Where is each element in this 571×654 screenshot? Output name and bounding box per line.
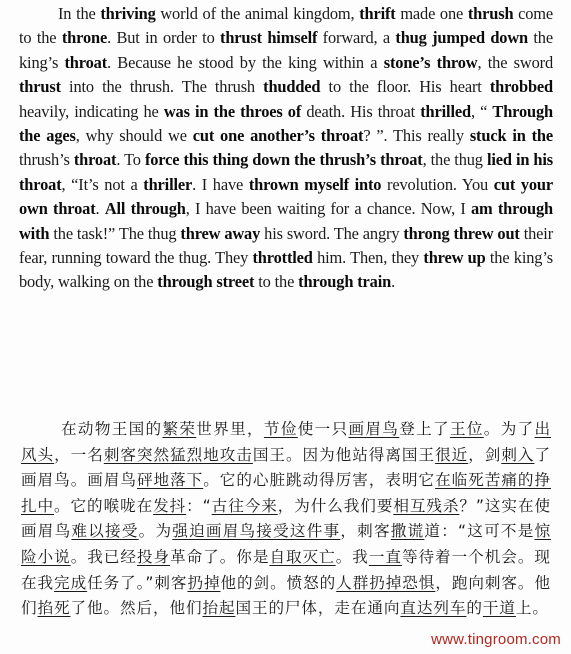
underlined-phrase: 撒谎 [390,522,425,541]
text-run: . [391,272,396,292]
text-run: the king’s [19,28,553,72]
bold-phrase: throttled [252,248,313,268]
text-run: world of the animal kingdom, [155,4,360,23]
text-run: . [95,199,105,219]
text-run: ，一名 [54,445,104,464]
bold-phrase: throat [64,52,108,72]
text-run: . But in order to [107,28,221,48]
text-run: made one [395,4,468,23]
bold-phrase: thrown myself into [248,174,382,194]
underlined-phrase: 王位 [449,420,484,438]
text-run: his sword. The angry [260,223,404,243]
text-run: to the floor. His heart [320,77,490,97]
underlined-phrase: 刺入 [501,445,535,464]
bold-phrase: thrift [359,4,396,23]
underlined-phrase: 节俭 [263,420,298,438]
underlined-phrase: 干道 [482,599,516,618]
text-run: the king’s body, walking on the [19,248,553,292]
text-run: In the [58,4,101,23]
english-passage [19,2,553,295]
text-run: ？”这实在使画眉鸟 [21,496,551,541]
text-run: 了画眉鸟。画眉鸟 [21,445,551,490]
text-run: 任务了。”刺客 [87,573,188,592]
bold-phrase: was in the throes of [163,101,302,121]
underlined-phrase: 古往今来 [211,496,278,515]
bold-phrase: thrush [467,4,514,23]
underlined-phrase: 相互残杀 [393,496,460,515]
underlined-phrase: 一直 [368,547,402,566]
text-run: him. Then, they [312,248,424,268]
bold-phrase: stuck in the [469,126,553,146]
underlined-phrase: 刺客突然猛烈地攻击 [103,445,253,464]
text-run: heavily, indicating he [19,101,164,121]
text-run: , the thug [422,150,487,170]
text-run: revolution. You [381,174,494,194]
chinese-passage [21,417,551,622]
underlined-phrase: 在临死苦痛的挣扎中 [21,471,551,515]
text-run: ，为什么我们要 [277,496,394,515]
text-run: ，跑向刺客。他们 [21,573,551,618]
bold-phrase: thudded [263,77,321,97]
underlined-phrase: 强迫画眉鸟接受这件事 [172,522,341,541]
text-run: . Because he stood by the king within a [107,52,384,72]
bold-phrase: All through [104,199,186,219]
bold-phrase: cut your own throat [19,174,553,219]
text-run: into the thrush. The thrush [60,77,264,97]
bold-phrase: stone’s throw [383,52,478,72]
underlined-phrase: 抬起 [202,599,236,618]
text-run: 。它的喉咙在 [54,496,154,515]
text-run: , I have been waiting for a chance. Now, I [185,199,471,219]
underlined-phrase: 画眉鸟 [348,420,400,438]
chinese-paragraph [21,417,551,622]
text-run: 世界里， [196,420,264,438]
underlined-phrase: 出风头 [21,420,552,464]
text-run: thrush’s [19,150,74,170]
text-run: , “It’s not a [61,174,144,194]
bold-phrase: thrilled [420,101,471,121]
underlined-phrase: 很近 [435,445,469,464]
bold-phrase: threw up [423,248,486,268]
underlined-phrase: 完成 [54,573,88,592]
text-run: 使一只 [297,420,349,438]
underlined-phrase: 难以接受 [71,522,139,541]
text-run: 在动物王国的 [61,420,163,438]
underlined-phrase: 人群扔掉恐惧 [336,573,436,592]
text-run: 。我已经 [70,547,137,566]
text-run: 。为了 [483,420,535,438]
text-run: 等待着一个机会。现在我 [21,547,551,592]
bold-phrase: thug jumped down [395,28,528,48]
underlined-phrase: 扔掉 [187,573,221,592]
text-run: 他的剑。愤怒的 [220,573,337,592]
text-run: death. His throat [301,101,421,121]
text-run: 的 [466,599,483,618]
text-run: 登上了 [399,420,450,438]
bold-phrase: through street [157,272,255,292]
bold-phrase: Through the ages [19,101,554,146]
text-run: 上。 [515,599,549,618]
text-run: ，剑 [468,445,502,464]
text-run: ，刺客 [340,522,391,541]
bold-phrase: force this thing down the thrush’s throat [144,150,423,170]
bold-phrase: throbbed [489,77,553,97]
underlined-phrase: 直达列车 [400,599,467,618]
underlined-phrase: 投身 [136,547,171,566]
bold-phrase: throng threw out [403,223,520,243]
underlined-phrase: 繁荣 [162,420,197,438]
text-run: to the [254,272,299,292]
underlined-phrase: 掐死 [37,599,71,618]
text-run: come to the [19,4,554,48]
bold-phrase: thrust himself [220,28,318,48]
text-run: , the sword [477,52,553,72]
text-run: . To [116,150,145,170]
bold-phrase: throat [73,150,117,170]
bold-phrase: am through with [19,199,553,243]
watermark-text: www.tingroom.com [431,631,561,648]
underlined-phrase: 自取灭亡 [269,547,336,566]
bold-phrase: through train [298,272,392,292]
text-run: 了他。然后，他们 [70,599,203,618]
text-run: 国王。因为他站得离国王 [252,445,436,464]
text-run: ：“ [186,496,212,515]
text-run: 道：“这可不是 [424,522,535,541]
text-run: 。为 [138,522,173,541]
underlined-phrase: 惊险小说 [21,522,552,566]
text-run: 。它的心脏跳动得厉害，表明它 [203,471,436,490]
text-run: 国王的尸体，走在通向 [235,599,401,618]
text-run: 革命了。你是 [170,547,270,566]
text-run: forward, a [317,28,396,48]
bold-phrase: throne [61,28,108,48]
text-run: , “ [470,101,493,121]
bold-phrase: thriller [143,174,193,194]
underlined-phrase: 砰地落下 [136,471,204,490]
bold-phrase: thriving [100,4,156,23]
text-run: , why should we [75,126,193,146]
bold-phrase: lied in his throat [19,150,554,194]
text-run: ? ”. This really [363,126,470,146]
text-run: their fear, running toward the thug. They [19,223,554,268]
bold-phrase: thrust [19,77,61,97]
text-run: . I have [192,174,249,194]
bold-phrase: threw away [180,223,261,243]
text-run: the task!” The thug [49,223,181,243]
english-paragraph [19,2,553,295]
text-run: 。我 [335,547,369,566]
bold-phrase: cut one another’s throat [192,126,364,146]
underlined-phrase: 发抖 [153,496,187,515]
